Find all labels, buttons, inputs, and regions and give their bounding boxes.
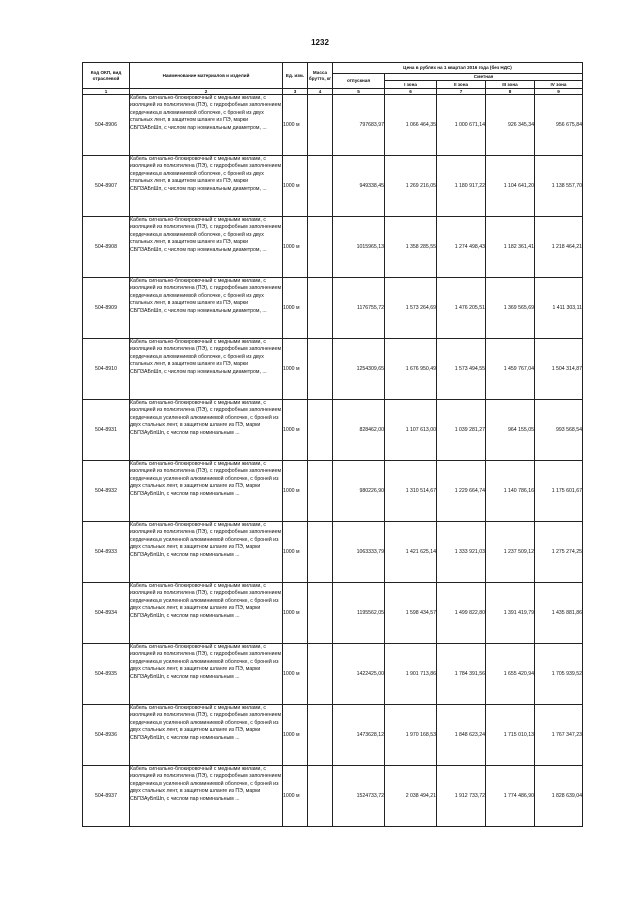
price-zone-1: 1 107 613,00 [385, 400, 437, 461]
table-row [83, 766, 583, 827]
column-number: 2 [130, 89, 283, 95]
table-row [83, 583, 583, 644]
header-name: Наименование материалов и изделий [130, 63, 283, 89]
price-zone-3: 1 140 786,16 [486, 461, 535, 522]
table-row [83, 644, 583, 705]
item-name-text: Кабель сигнально-блокировочный с медными жилами, с изоляцией из полиэтилена (ПЭ), с гидрофобным заполнением сердечника,в алюминиевой оболочке, с броней из двух стальных лент, в защитном шланге из ПЭ, марки СБПЗАБпШп, с числом пар номинальным диаметром, ... [130, 156, 282, 192]
price-zone-1: 1 310 514,67 [385, 461, 437, 522]
item-unit: 1000 м [283, 278, 308, 339]
item-mass [308, 400, 333, 461]
price-zone-1: 1 421 625,14 [385, 522, 437, 583]
release-price: 1063333,79 [333, 522, 385, 583]
item-mass [308, 766, 333, 827]
item-mass [308, 522, 333, 583]
item-code: 504-8936 [83, 705, 130, 766]
column-number: 5 [333, 89, 385, 95]
price-zone-2: 1 000 671,14 [437, 95, 486, 156]
price-zone-2: 1 180 917,22 [437, 156, 486, 217]
header-code: Код ОКП, вид отраслевой [83, 63, 130, 89]
price-zone-2: 1 573 494,55 [437, 339, 486, 400]
price-zone-1: 1 970 168,53 [385, 705, 437, 766]
column-number: 3 [283, 89, 308, 95]
table-body [83, 95, 583, 827]
release-price: 1422425,00 [333, 644, 385, 705]
table-row [83, 705, 583, 766]
item-name [130, 522, 283, 583]
item-name-text: Кабель сигнально-блокировочный с медными жилами, с изоляцией из полиэтилена (ПЭ), с гидрофобным заполнением сердечника,в усиленной алюминиевой оболочке, с броней из двух стальных лент, в защитном шланге из ПЭ, марки СБПЗАуБпШп, с числом пар номинальным ... [130, 766, 282, 802]
item-name-text: Кабель сигнально-блокировочный с медными жилами, с изоляцией из полиэтилена (ПЭ), с гидрофобным заполнением сердечника,в усиленной алюминиевой оболочке, с броней из двух стальных лент, в защитном шланге из ПЭ, марки СБПЗАуБпШп, с числом пар номинальным ... [130, 705, 282, 741]
item-unit: 1000 м [283, 217, 308, 278]
release-price: 1015965,13 [333, 217, 385, 278]
item-unit: 1000 м [283, 522, 308, 583]
item-name-text: Кабель сигнально-блокировочный с медными жилами, с изоляцией из полиэтилена (ПЭ), с гидрофобным заполнением сердечника,в алюминиевой оболочке, с броней из двух стальных лент, в защитном шланге из ПЭ, марки СБПЗАБпШп, с числом пар номинальным диаметром, ... [130, 278, 282, 314]
item-code: 504-8909 [83, 278, 130, 339]
release-price: 1254309,65 [333, 339, 385, 400]
release-price: 1176755,72 [333, 278, 385, 339]
item-name-text: Кабель сигнально-блокировочный с медными жилами, с изоляцией из полиэтилена (ПЭ), с гидрофобным заполнением сердечника,в алюминиевой оболочке, с броней из двух стальных лент, в защитном шланге из ПЭ, марки СБПЗАБпШп, с числом пар номинальным диаметром, ... [130, 95, 282, 131]
item-mass [308, 461, 333, 522]
item-name [130, 461, 283, 522]
price-zone-4: 1 175 601,67 [535, 461, 583, 522]
column-number: 4 [308, 89, 333, 95]
item-name [130, 644, 283, 705]
header-release-price: отпускная [333, 74, 385, 89]
item-unit: 1000 м [283, 95, 308, 156]
price-zone-1: 1 901 713,86 [385, 644, 437, 705]
item-mass [308, 705, 333, 766]
price-zone-4: 1 411 303,11 [535, 278, 583, 339]
item-name [130, 766, 283, 827]
item-code: 504-8931 [83, 400, 130, 461]
header-zone-1: I зона [385, 81, 437, 89]
price-zone-4: 993 568,54 [535, 400, 583, 461]
price-zone-2: 1 848 623,24 [437, 705, 486, 766]
item-unit: 1000 м [283, 766, 308, 827]
release-price: 1473628,12 [333, 705, 385, 766]
column-number: 9 [535, 89, 583, 95]
item-name-text: Кабель сигнально-блокировочный с медными жилами, с изоляцией из полиэтилена (ПЭ), с гидрофобным заполнением сердечника,в алюминиевой оболочке, с броней из двух стальных лент, в защитном шланге из ПЭ, марки СБПЗАБпШп, с числом пар номинальным диаметром, ... [130, 217, 282, 253]
price-zone-2: 1 499 822,80 [437, 583, 486, 644]
column-number: 7 [437, 89, 486, 95]
item-unit: 1000 м [283, 156, 308, 217]
price-zone-4: 1 275 274,25 [535, 522, 583, 583]
item-name-text: Кабель сигнально-блокировочный с медными жилами, с изоляцией из полиэтилена (ПЭ), с гидрофобным заполнением сердечника,в усиленной алюминиевой оболочке, с броней из двух стальных лент, в защитном шланге из ПЭ, марки СБПЗАуБпШп, с числом пар номинальным ... [130, 644, 282, 680]
item-mass [308, 339, 333, 400]
price-table [82, 62, 583, 827]
item-code: 504-8908 [83, 217, 130, 278]
item-name [130, 705, 283, 766]
item-mass [308, 278, 333, 339]
header-zone-4: IV зона [535, 81, 583, 89]
price-zone-3: 1 655 420,94 [486, 644, 535, 705]
price-zone-3: 964 155,05 [486, 400, 535, 461]
price-zone-1: 1 066 464,35 [385, 95, 437, 156]
price-zone-3: 926 345,34 [486, 95, 535, 156]
table-row [83, 217, 583, 278]
item-name [130, 95, 283, 156]
price-zone-1: 1 269 216,05 [385, 156, 437, 217]
header-mass: Масса брутто, кг [308, 63, 333, 89]
item-mass [308, 156, 333, 217]
price-zone-2: 1 476 205,51 [437, 278, 486, 339]
price-zone-2: 1 912 733,72 [437, 766, 486, 827]
release-price: 949338,45 [333, 156, 385, 217]
table-row [83, 522, 583, 583]
item-code: 504-8935 [83, 644, 130, 705]
price-zone-3: 1 237 509,12 [486, 522, 535, 583]
item-unit: 1000 м [283, 583, 308, 644]
price-zone-1: 1 573 264,69 [385, 278, 437, 339]
column-number: 6 [385, 89, 437, 95]
price-zone-4: 1 504 314,87 [535, 339, 583, 400]
price-zone-2: 1 333 921,03 [437, 522, 486, 583]
price-zone-1: 1 676 950,49 [385, 339, 437, 400]
item-unit: 1000 м [283, 705, 308, 766]
item-code: 504-8934 [83, 583, 130, 644]
table-row [83, 156, 583, 217]
item-code: 504-8933 [83, 522, 130, 583]
item-name-text: Кабель сигнально-блокировочный с медными жилами, с изоляцией из полиэтилена (ПЭ), с гидрофобным заполнением сердечника,в усиленной алюминиевой оболочке, с броней из двух стальных лент, в защитном шланге из ПЭ, марки СБПЗАуБпШп, с числом пар номинальным ... [130, 522, 282, 558]
price-zone-3: 1 459 767,04 [486, 339, 535, 400]
price-zone-4: 1 218 464,21 [535, 217, 583, 278]
release-price: 797683,97 [333, 95, 385, 156]
release-price: 1524733,72 [333, 766, 385, 827]
header-unit: Ед. изм. [283, 63, 308, 89]
item-unit: 1000 м [283, 644, 308, 705]
table-row [83, 339, 583, 400]
item-name-text: Кабель сигнально-блокировочный с медными жилами, с изоляцией из полиэтилена (ПЭ), с гидрофобным заполнением сердечника,в усиленной алюминиевой оболочке, с броней из двух стальных лент, в защитном шланге из ПЭ, марки СБПЗАуБпШп, с числом пар номинальным ... [130, 400, 282, 436]
item-name-text: Кабель сигнально-блокировочный с медными жилами, с изоляцией из полиэтилена (ПЭ), с гидрофобным заполнением сердечника,в усиленной алюминиевой оболочке, с броней из двух стальных лент, в защитном шланге из ПЭ, марки СБПЗАуБпШп, с числом пар номинальным ... [130, 583, 282, 619]
price-zone-2: 1 784 391,56 [437, 644, 486, 705]
header-estimate-price: Сметная [385, 74, 583, 81]
price-zone-1: 2 038 494,21 [385, 766, 437, 827]
item-code: 504-8932 [83, 461, 130, 522]
table-row [83, 461, 583, 522]
price-zone-2: 1 039 281,27 [437, 400, 486, 461]
item-unit: 1000 м [283, 339, 308, 400]
release-price: 1195562,05 [333, 583, 385, 644]
item-unit: 1000 м [283, 400, 308, 461]
page-number: 1232 [311, 38, 329, 47]
table-row [83, 95, 583, 156]
header-price-group: Цена в рублях на 1 квартал 2016 года (без НДС) [333, 63, 583, 74]
item-code: 504-8907 [83, 156, 130, 217]
item-code: 504-8906 [83, 95, 130, 156]
item-code: 504-8910 [83, 339, 130, 400]
table-row [83, 400, 583, 461]
release-price: 980226,90 [333, 461, 385, 522]
item-name [130, 339, 283, 400]
price-zone-1: 1 598 434,57 [385, 583, 437, 644]
item-mass [308, 95, 333, 156]
price-zone-3: 1 104 641,20 [486, 156, 535, 217]
item-name [130, 583, 283, 644]
price-zone-3: 1 369 565,69 [486, 278, 535, 339]
price-zone-4: 956 675,84 [535, 95, 583, 156]
price-zone-3: 1 774 486,90 [486, 766, 535, 827]
item-name [130, 217, 283, 278]
price-zone-1: 1 358 285,55 [385, 217, 437, 278]
price-zone-4: 1 828 639,04 [535, 766, 583, 827]
price-zone-3: 1 182 361,41 [486, 217, 535, 278]
price-zone-2: 1 229 664,74 [437, 461, 486, 522]
price-zone-4: 1 705 939,52 [535, 644, 583, 705]
table-row [83, 278, 583, 339]
price-zone-3: 1 391 419,79 [486, 583, 535, 644]
item-name [130, 278, 283, 339]
item-unit: 1000 м [283, 461, 308, 522]
column-number: 1 [83, 89, 130, 95]
item-name-text: Кабель сигнально-блокировочный с медными жилами, с изоляцией из полиэтилена (ПЭ), с гидрофобным заполнением сердечника,в алюминиевой оболочке, с броней из двух стальных лент, в защитном шланге из ПЭ, марки СБПЗАБпШп, с числом пар номинальным диаметром, ... [130, 339, 282, 375]
item-mass [308, 644, 333, 705]
column-number: 8 [486, 89, 535, 95]
item-name-text: Кабель сигнально-блокировочный с медными жилами, с изоляцией из полиэтилена (ПЭ), с гидрофобным заполнением сердечника,в усиленной алюминиевой оболочке, с броней из двух стальных лент, в защитном шланге из ПЭ, марки СБПЗАуБпШп, с числом пар номинальным ... [130, 461, 282, 497]
price-zone-2: 1 274 498,43 [437, 217, 486, 278]
price-zone-4: 1 767 347,23 [535, 705, 583, 766]
item-mass [308, 217, 333, 278]
release-price: 828462,00 [333, 400, 385, 461]
header-zone-3: III зона [486, 81, 535, 89]
item-mass [308, 583, 333, 644]
price-zone-3: 1 715 010,13 [486, 705, 535, 766]
header-zone-2: II зона [437, 81, 486, 89]
item-code: 504-8937 [83, 766, 130, 827]
item-name [130, 156, 283, 217]
item-name [130, 400, 283, 461]
price-zone-4: 1 435 881,86 [535, 583, 583, 644]
table-header [83, 63, 583, 95]
price-zone-4: 1 138 557,70 [535, 156, 583, 217]
